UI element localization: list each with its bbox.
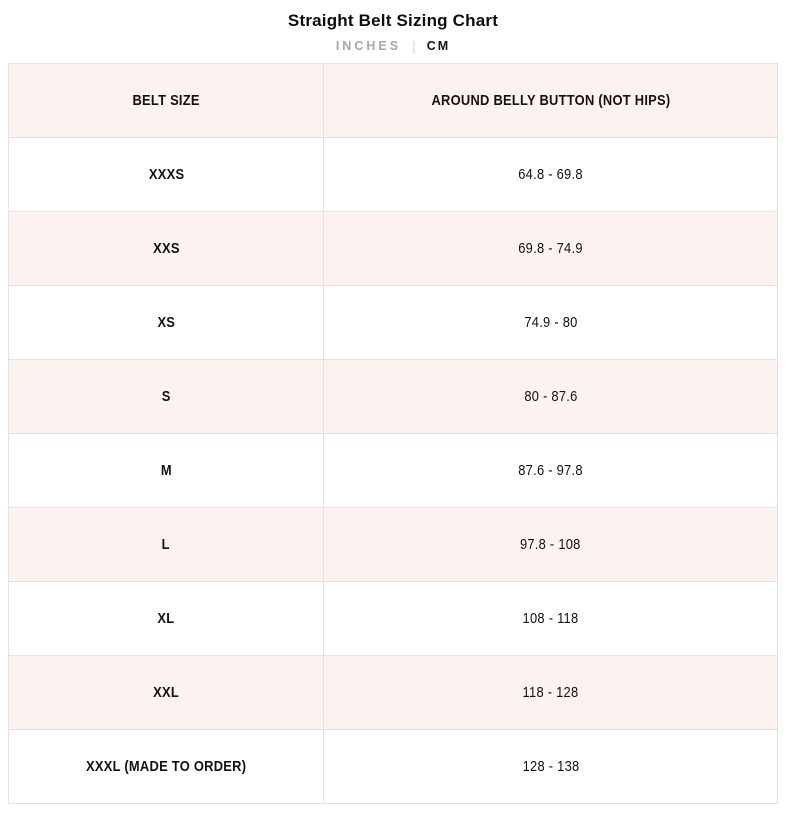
- range-cell: 69.8 - 74.9: [324, 212, 778, 286]
- size-cell: XXL: [9, 656, 324, 730]
- page-title: Straight Belt Sizing Chart: [287, 11, 499, 30]
- size-cell: XXXS: [9, 138, 324, 212]
- table-row: [9, 730, 778, 804]
- range-cell: 118 - 128: [324, 656, 778, 730]
- range-cell: 97.8 - 108: [324, 508, 778, 582]
- table-row: [9, 508, 778, 582]
- table-row: [9, 656, 778, 730]
- tab-separator: |: [412, 38, 416, 54]
- size-cell: XS: [9, 286, 324, 360]
- tab-cm[interactable]: CM: [426, 39, 451, 53]
- unit-toggle: [0, 38, 786, 54]
- size-cell: L: [9, 508, 324, 582]
- table-row: [9, 212, 778, 286]
- range-cell: 128 - 138: [324, 730, 778, 804]
- size-cell: XXXL (MADE TO ORDER): [9, 730, 324, 804]
- size-cell: S: [9, 360, 324, 434]
- table-row: [9, 360, 778, 434]
- table-row: [9, 138, 778, 212]
- range-cell: 64.8 - 69.8: [324, 138, 778, 212]
- table-header-measurement: AROUND BELLY BUTTON (NOT HIPS): [324, 64, 778, 138]
- size-cell: XL: [9, 582, 324, 656]
- range-cell: 74.9 - 80: [324, 286, 778, 360]
- size-cell: XXS: [9, 212, 324, 286]
- table-row: [9, 434, 778, 508]
- table-row: [9, 582, 778, 656]
- range-cell: 87.6 - 97.8: [324, 434, 778, 508]
- size-cell: M: [9, 434, 324, 508]
- range-cell: 108 - 118: [324, 582, 778, 656]
- table-header-row: [9, 64, 778, 138]
- table-row: [9, 286, 778, 360]
- sizing-table: [8, 63, 778, 804]
- table-header-belt-size: BELT SIZE: [9, 64, 324, 138]
- tab-inches[interactable]: INCHES: [335, 39, 402, 53]
- range-cell: 80 - 87.6: [324, 360, 778, 434]
